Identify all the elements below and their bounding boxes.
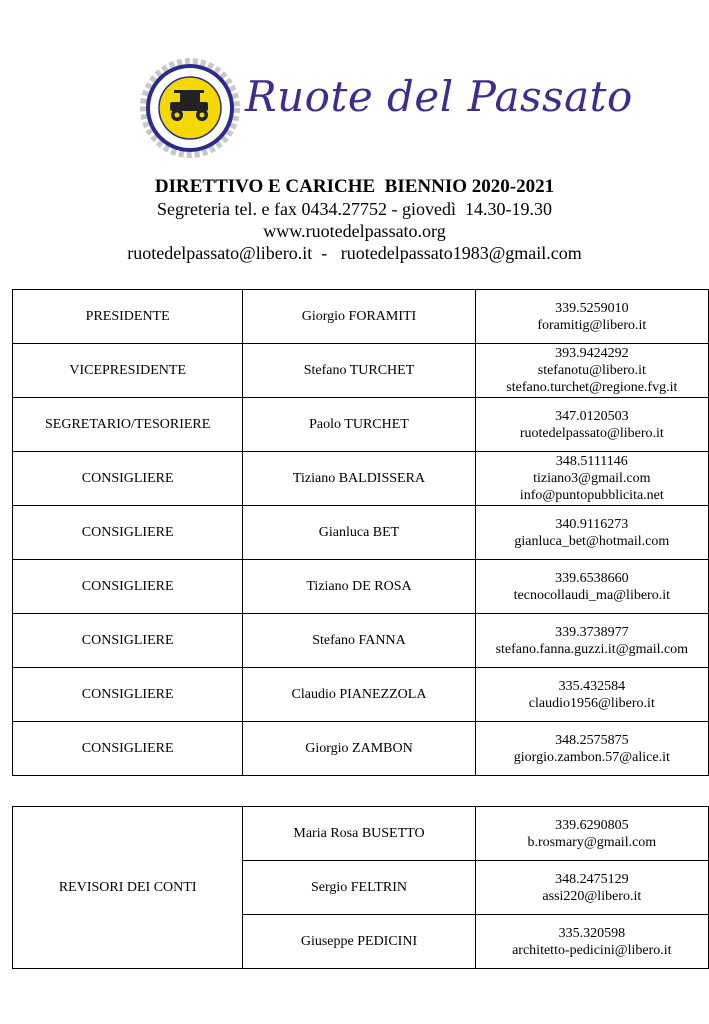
contact-cell: [475, 506, 708, 560]
email-address[interactable]: b.rosmary@gmail.com: [527, 834, 657, 850]
name-cell: Maria Rosa BUSETTO: [243, 807, 475, 861]
phone-number: 340.9116273: [555, 516, 629, 532]
name-cell: Giuseppe PEDICINI: [243, 915, 475, 969]
table-row: [13, 290, 709, 344]
phone-number: 348.5111146: [555, 454, 628, 469]
email-address[interactable]: tiziano3@gmail.com: [533, 471, 651, 486]
name-cell: Stefano FANNA: [243, 614, 475, 668]
name-cell: Sergio FELTRIN: [243, 861, 475, 915]
auditors-table: [12, 806, 709, 969]
role-cell: CONSIGLIERE: [13, 506, 243, 560]
contact-cell: [475, 452, 708, 506]
name-cell: Giorgio FORAMITI: [243, 290, 475, 344]
contact-cell: [475, 344, 708, 398]
email-address[interactable]: ruotedelpassato@libero.it: [519, 425, 664, 441]
table-row: [13, 506, 709, 560]
role-cell: VICEPRESIDENTE: [13, 344, 243, 398]
phone-number: 339.6290805: [555, 817, 629, 833]
email-address[interactable]: stefano.turchet@regione.fvg.it: [506, 380, 678, 395]
email-address[interactable]: foramitig@libero.it: [537, 317, 647, 333]
phone-number: 339.5259010: [555, 300, 629, 316]
board-table: [12, 289, 709, 776]
role-cell: SEGRETARIO/TESORIERE: [13, 398, 243, 452]
email-address[interactable]: stefanotu@libero.it: [537, 363, 646, 378]
name-cell: Gianluca BET: [243, 506, 475, 560]
phone-number: 335.320598: [558, 925, 626, 941]
contact-cell: [475, 807, 708, 861]
contact-cell: [475, 722, 708, 776]
email-address[interactable]: claudio1956@libero.it: [528, 695, 655, 711]
table-row: [13, 722, 709, 776]
logo: [140, 58, 633, 158]
role-cell: REVISORI DEI CONTI: [13, 807, 243, 969]
phone-number: 339.3738977: [555, 624, 629, 640]
contact-cell: [475, 861, 708, 915]
table-row: [13, 398, 709, 452]
name-cell: Claudio PIANEZZOLA: [243, 668, 475, 722]
phone-number: 335.432584: [558, 678, 626, 694]
contact-cell: [475, 614, 708, 668]
role-cell: CONSIGLIERE: [13, 668, 243, 722]
contact-cell: [475, 398, 708, 452]
phone-number: 347.0120503: [555, 408, 629, 424]
brand-name: Ruote del Passato: [245, 72, 633, 121]
role-cell: PRESIDENTE: [13, 290, 243, 344]
email-address[interactable]: gianluca_bet@hotmail.com: [514, 533, 670, 549]
name-cell: Giorgio ZAMBON: [243, 722, 475, 776]
contact-cell: [475, 290, 708, 344]
phone-number: 348.2575875: [555, 732, 629, 748]
name-cell: Paolo TURCHET: [243, 398, 475, 452]
email-address[interactable]: stefano.fanna.guzzi.it@gmail.com: [495, 641, 689, 657]
contact-cell: [475, 560, 708, 614]
document-header: [0, 176, 709, 264]
role-cell: CONSIGLIERE: [13, 722, 243, 776]
role-cell: CONSIGLIERE: [13, 452, 243, 506]
document-title: DIRETTIVO E CARICHE BIENNIO 2020-2021: [154, 176, 555, 197]
table-row: [13, 452, 709, 506]
email-address[interactable]: info@puntopubblicita.net: [519, 488, 664, 503]
email-address[interactable]: tecnocollaudi_ma@libero.it: [513, 587, 670, 603]
email-address[interactable]: assi220@libero.it: [542, 888, 642, 904]
role-cell: CONSIGLIERE: [13, 614, 243, 668]
table-row: [13, 560, 709, 614]
table-row: [13, 614, 709, 668]
secretariat-info: Segreteria tel. e fax 0434.27752 - giovedì 14.30-19.30: [157, 199, 552, 219]
email-address[interactable]: giorgio.zambon.57@alice.it: [513, 749, 670, 765]
phone-number: 393.9424292: [555, 346, 629, 361]
role-cell: CONSIGLIERE: [13, 560, 243, 614]
table-row: [13, 668, 709, 722]
contact-cell: [475, 915, 708, 969]
name-cell: Stefano TURCHET: [243, 344, 475, 398]
name-cell: Tiziano BALDISSERA: [243, 452, 475, 506]
phone-number: 348.2475129: [555, 871, 629, 887]
table-row: [13, 807, 709, 861]
auditors-table-body: [13, 807, 709, 969]
website-link[interactable]: www.ruotedelpassato.org: [263, 221, 446, 241]
email-address[interactable]: architetto-pedicini@libero.it: [512, 942, 672, 958]
phone-number: 339.6538660: [555, 570, 629, 586]
board-table-body: [13, 290, 709, 776]
name-cell: Tiziano DE ROSA: [243, 560, 475, 614]
email-contacts[interactable]: ruotedelpassato@libero.it - ruotedelpassato1983@gmail.com: [127, 243, 582, 263]
table-row: [13, 344, 709, 398]
car-emblem-icon: [140, 58, 240, 158]
contact-cell: [475, 668, 708, 722]
